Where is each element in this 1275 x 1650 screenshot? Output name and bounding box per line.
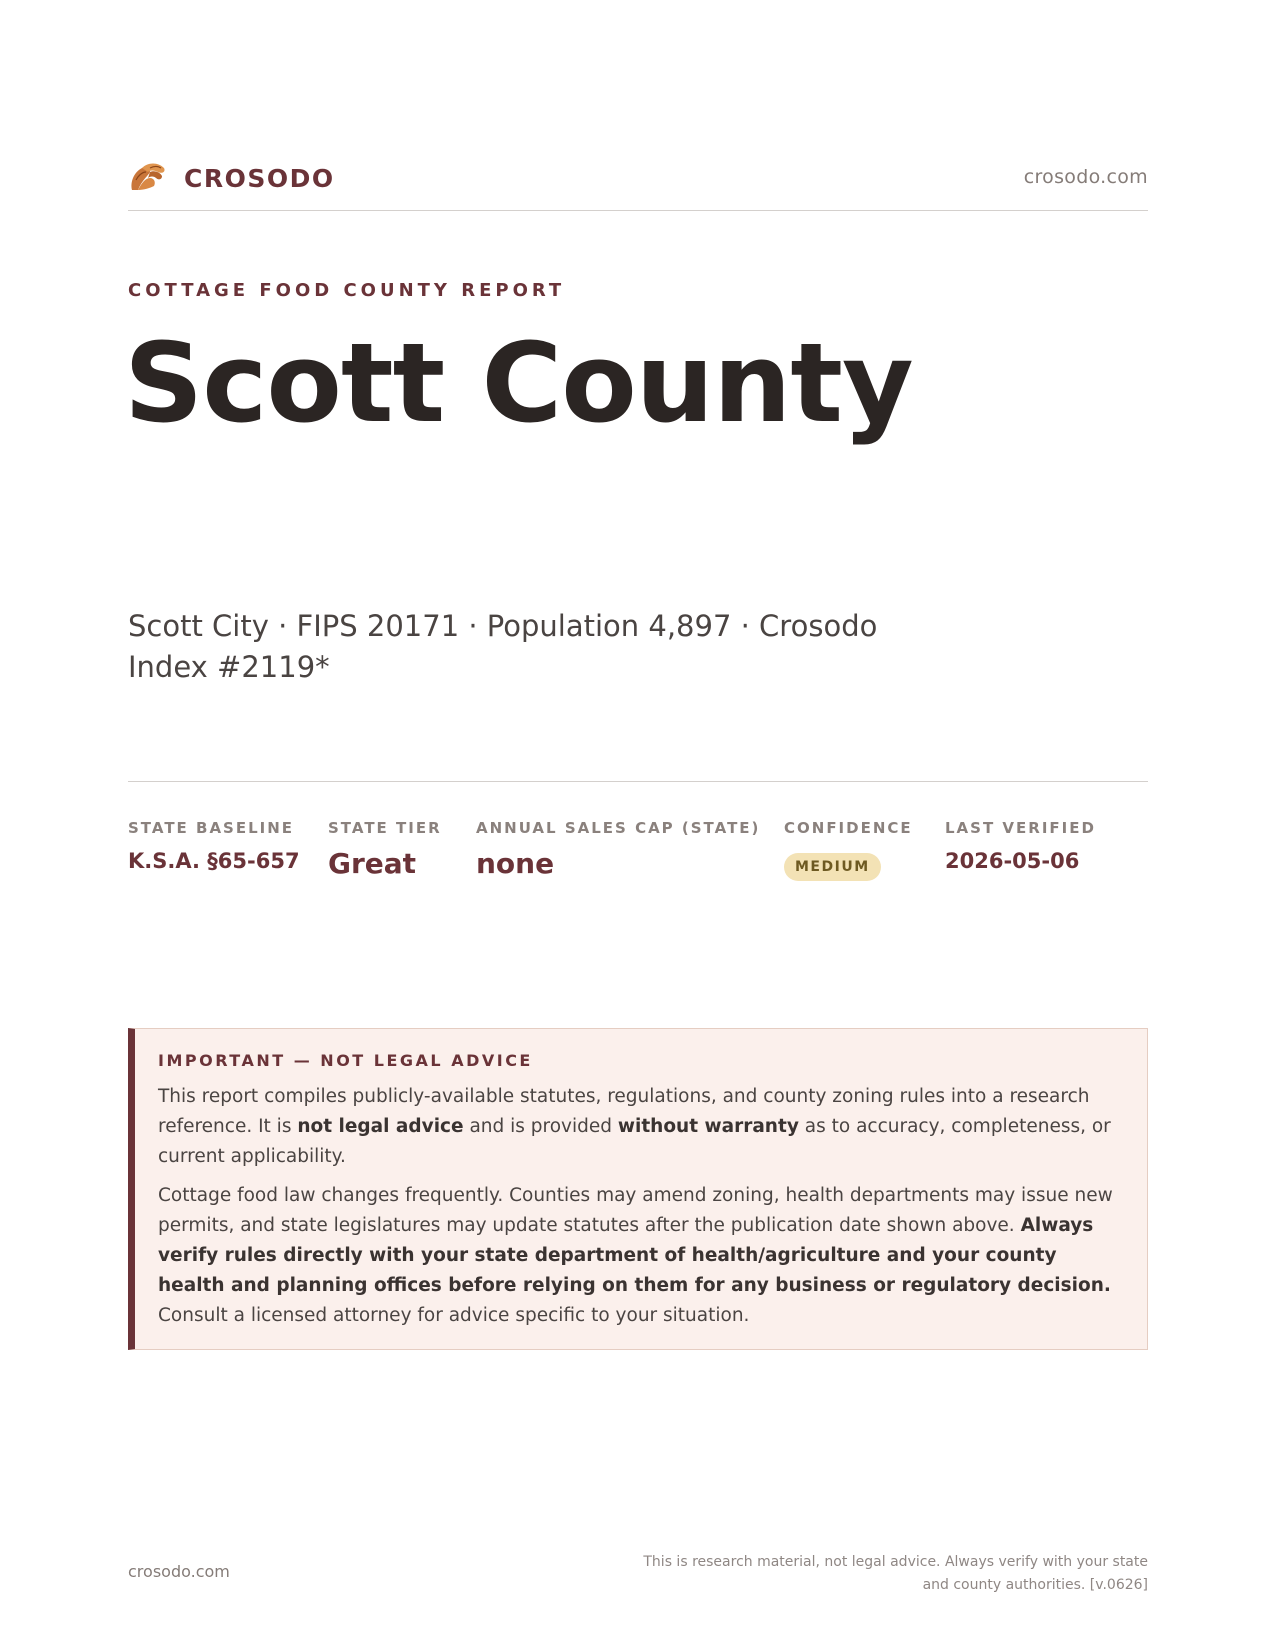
stats-row [128,781,1148,892]
notice-paragraph-1: This report compiles publicly-available statutes, regulations, and county zoning rules into a research reference. It is not legal advice and is provided without warranty as to accuracy, completeness, or current applicability. [158,1086,1111,1167]
report-kicker: COTTAGE FOOD COUNTY REPORT [128,280,566,301]
stat-confidence [784,819,913,881]
notice-title: IMPORTANT — NOT LEGAL ADVICE [158,1051,533,1070]
stat-value: 2026-05-06 [945,849,1080,873]
stat-annual-sales-cap [476,819,760,880]
stat-last-verified [945,819,1096,873]
stat-value: K.S.A. §65-657 [128,849,300,873]
stat-label: STATE BASELINE [128,819,295,837]
croissant-icon [128,160,168,196]
stat-value: Great [328,847,417,880]
notice-paragraph-2: Cottage food law changes frequently. Counties may amend zoning, health departments may issue new permits, and state legislatures may update statutes after the publication date shown above. Always verify rules directly with your state department of health/agriculture and your county health and planning offices before relying on them for any business or regulatory decision. Consult a licensed attorney for advice specific to your situation. [158,1185,1113,1326]
stat-value: none [476,847,555,880]
footer-disclaimer: This is research material, not legal advice. Always verify with your state and county authorities. [v.0626] [643,1554,1148,1593]
stat-label: STATE TIER [328,819,442,837]
confidence-badge: MEDIUM [784,853,881,881]
stat-state-baseline [128,819,300,873]
brand-logo[interactable] [128,160,335,196]
page-title: Scott County [124,319,913,447]
stat-label: ANNUAL SALES CAP (STATE) [476,819,761,837]
stat-label: CONFIDENCE [784,819,913,837]
stat-label: LAST VERIFIED [945,819,1096,837]
brand-name: CROSODO [184,163,335,193]
county-subtitle: Scott City · FIPS 20171 · Population 4,897 · Crosodo Index #2119* [128,609,878,684]
footer-url[interactable]: crosodo.com [128,1562,230,1581]
page-header [128,160,1148,211]
report-page [124,0,1148,1650]
stat-state-tier [328,819,442,880]
legal-notice [128,1028,1148,1350]
site-url-link[interactable]: crosodo.com [1023,166,1148,188]
